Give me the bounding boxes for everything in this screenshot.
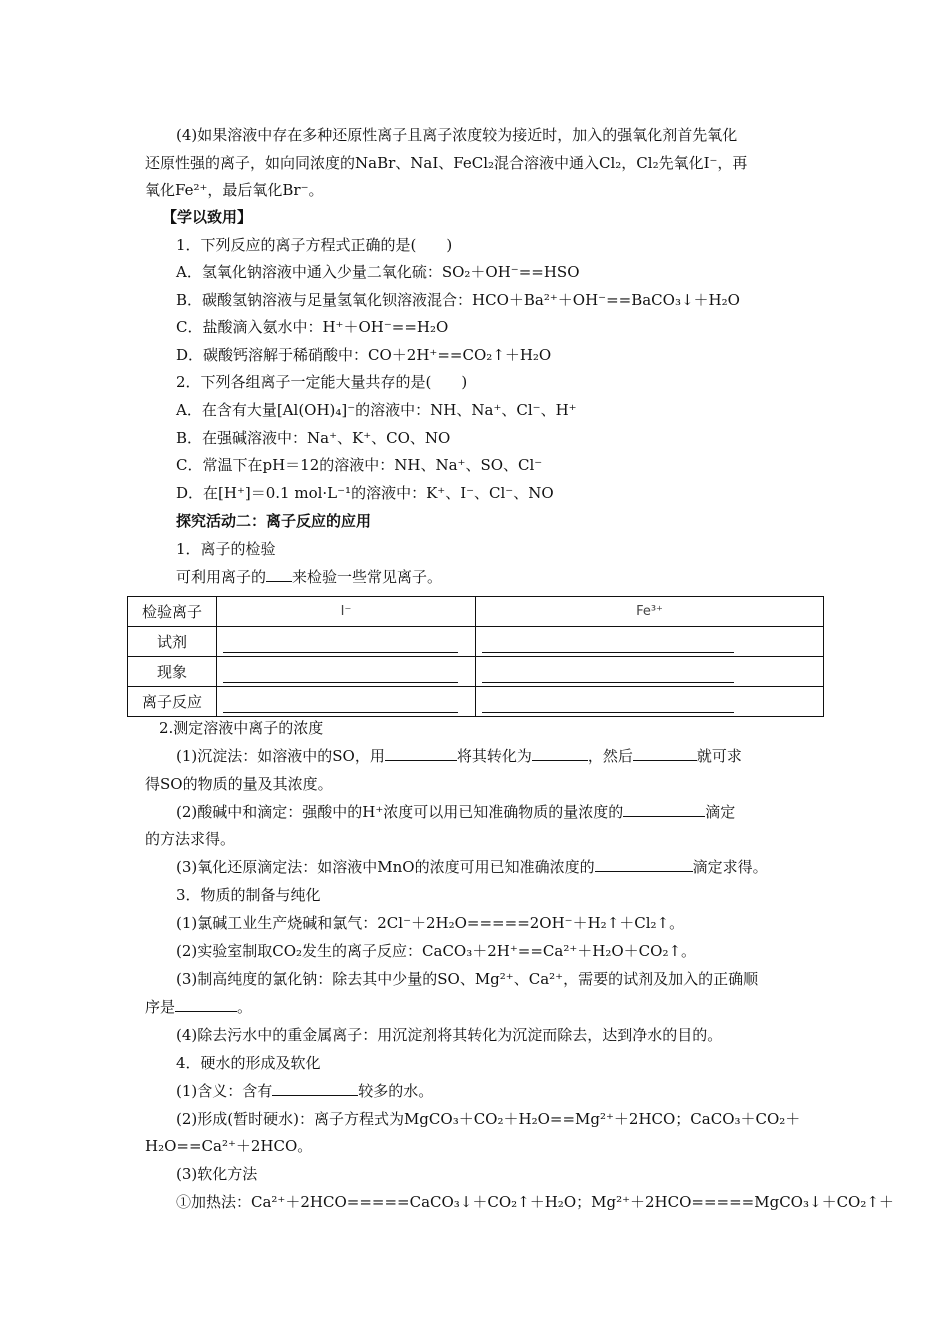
row-label-reaction: 离子反应 [128, 687, 217, 717]
text-span: (2)酸碱中和滴定：强酸中的H⁺浓度可以用已知准确物质的量浓度的 [176, 803, 624, 821]
q1-option-d: D．碳酸钙溶解于稀硝酸中：CO＋2H⁺==CO₂↑＋H₂O [176, 346, 552, 364]
answer-cell[interactable] [476, 687, 824, 717]
text-span: ，然后 [587, 747, 633, 765]
q2-option-a: A．在含有大量[Al(OH)₄]⁻的溶液中：NH、Na⁺、Cl⁻、H⁺ [176, 401, 577, 419]
text-span: 较多的水。 [358, 1082, 434, 1100]
intro-line-2: 还原性强的离子，如向同浓度的NaBr、NaI、FeCl₂混合溶液中通入Cl₂，Cl₂先氧化I⁻，再 [145, 154, 748, 172]
section1-title: 1．离子的检验 [176, 540, 276, 558]
section3-item3-cont [145, 997, 252, 1017]
section4-item1 [176, 1081, 433, 1101]
answer-cell[interactable] [217, 627, 476, 657]
fill-blank[interactable] [532, 746, 588, 761]
table-header-ion: 检验离子 [128, 597, 217, 627]
answer-cell[interactable] [217, 687, 476, 717]
q1-stem: 1．下列反应的离子方程式正确的是( ) [176, 236, 453, 254]
section4-item3-method1: ①加热法：Ca²⁺＋2HCO=====CaCO₃↓＋CO₂↑＋H₂O；Mg²⁺＋2HCO=====MgCO₃↓＋CO₂↑＋ [176, 1193, 894, 1211]
section2-item1-cont: 得SO的物质的量及其浓度。 [145, 775, 333, 793]
section1-text-b: 来检验一些常见离子。 [292, 568, 443, 586]
answer-cell[interactable] [217, 657, 476, 687]
section1-text-a: 可利用离子的 [176, 568, 267, 586]
table-row [128, 687, 824, 717]
table-header-iron: Fe³⁺ [476, 597, 824, 627]
section2-title: 2.测定溶液中离子的浓度 [159, 719, 324, 737]
section2-item3 [176, 857, 768, 877]
text-span: 将其转化为 [456, 747, 532, 765]
section3-item1: (1)氯碱工业生产烧碱和氯气：2Cl⁻＋2H₂O=====2OH⁻＋H₂↑＋Cl₂↑。 [176, 914, 685, 932]
table-header-iodide: I⁻ [217, 597, 476, 627]
row-label-phenomenon: 现象 [128, 657, 217, 687]
section4-title: 4．硬水的形成及软化 [176, 1054, 321, 1072]
fill-blank[interactable] [272, 1081, 358, 1096]
fill-blank[interactable] [623, 802, 705, 817]
fill-blank[interactable] [595, 857, 693, 872]
fill-blank[interactable] [633, 746, 697, 761]
fill-blank[interactable] [266, 567, 292, 582]
q1-option-a: A．氢氧化钠溶液中通入少量二氧化硫：SO₂＋OH⁻==HSO [176, 263, 580, 281]
text-span: 滴定求得。 [692, 858, 768, 876]
table-row [128, 657, 824, 687]
section2-item2 [176, 802, 735, 822]
q2-stem: 2．下列各组离子一定能大量共存的是( ) [176, 373, 468, 391]
section1-text [176, 567, 442, 587]
text-span: (1)含义：含有 [176, 1082, 273, 1100]
section2-item2-cont: 的方法求得。 [145, 830, 236, 848]
practice-heading: 【学以致用】 [162, 208, 253, 226]
answer-cell[interactable] [476, 657, 824, 687]
answer-cell[interactable] [476, 627, 824, 657]
text-span: 。 [237, 998, 253, 1016]
intro-line-3: 氧化Fe²⁺，最后氧化Br⁻。 [145, 181, 324, 199]
section3-title: 3．物质的制备与纯化 [176, 886, 321, 904]
q2-option-b: B．在强碱溶液中：Na⁺、K⁺、CO、NO [176, 429, 451, 447]
q2-option-d: D．在[H⁺]＝0.1 mol·L⁻¹的溶液中：K⁺、I⁻、Cl⁻、NO [176, 484, 554, 502]
q1-option-b: B．碳酸氢钠溶液与足量氢氧化钡溶液混合：HCO＋Ba²⁺＋OH⁻==BaCO₃↓＋H₂O [176, 291, 740, 309]
q2-option-c: C．常温下在pH＝12的溶液中：NH、Na⁺、SO、Cl⁻ [176, 456, 543, 474]
table-row [128, 627, 824, 657]
fill-blank[interactable] [385, 746, 457, 761]
section4-item2: (2)形成(暂时硬水)：离子方程式为MgCO₃＋CO₂＋H₂O==Mg²⁺＋2HCO；CaCO₃＋CO₂＋ [176, 1110, 801, 1128]
section3-item2: (2)实验室制取CO₂发生的离子反应：CaCO₃＋2H⁺==Ca²⁺＋H₂O＋CO₂↑。 [176, 942, 697, 960]
text-span: 就可求 [696, 747, 742, 765]
intro-line-1: (4)如果溶液中存在多种还原性离子且离子浓度较为接近时，加入的强氧化剂首先氧化 [176, 126, 738, 144]
section2-item1 [176, 746, 742, 766]
activity2-heading: 探究活动二：离子反应的应用 [176, 512, 372, 530]
table-header-row [128, 597, 824, 627]
text-span: 滴定 [705, 803, 736, 821]
q1-option-c: C．盐酸滴入氨水中：H⁺＋OH⁻==H₂O [176, 318, 449, 336]
section3-item3: (3)制高纯度的氯化钠：除去其中少量的SO、Mg²⁺、Ca²⁺，需要的试剂及加入的正确顺 [176, 970, 759, 988]
text-span: 序是 [145, 998, 176, 1016]
text-span: (1)沉淀法：如溶液中的SO，用 [176, 747, 385, 765]
fill-blank[interactable] [175, 997, 237, 1012]
ion-test-table [127, 596, 824, 717]
section4-item2-cont: H₂O==Ca²⁺＋2HCO。 [145, 1137, 313, 1155]
section4-item3: (3)软化方法 [176, 1165, 258, 1183]
row-label-reagent: 试剂 [128, 627, 217, 657]
section3-item4: (4)除去污水中的重金属离子：用沉淀剂将其转化为沉淀而除去，达到净水的目的。 [176, 1026, 723, 1044]
text-span: (3)氧化还原滴定法：如溶液中MnO的浓度可用已知准确浓度的 [176, 858, 595, 876]
